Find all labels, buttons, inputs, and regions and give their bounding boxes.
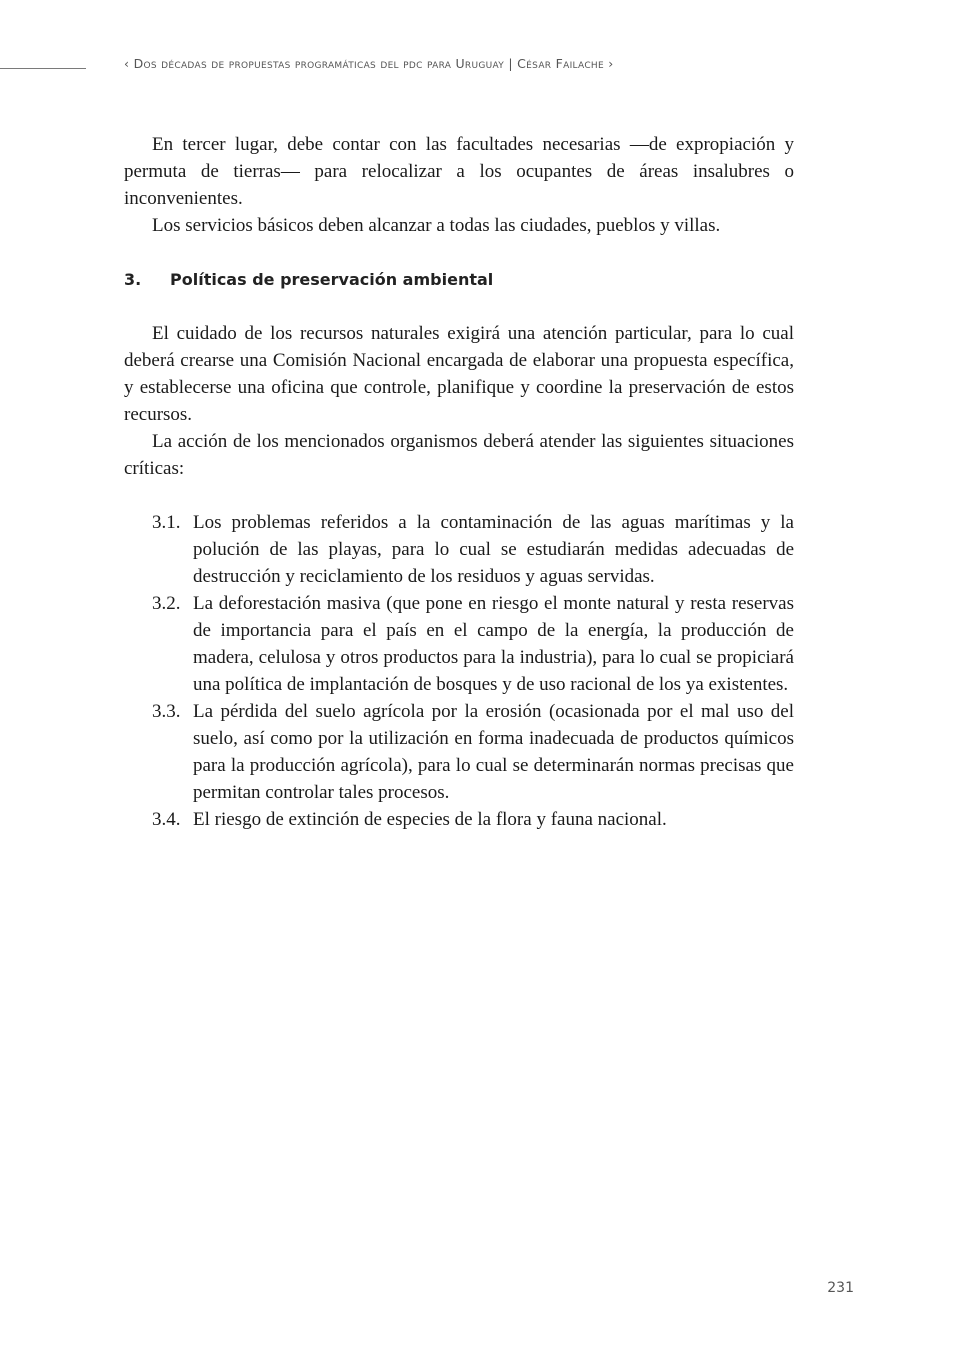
section-title: Políticas de preservación ambiental [170,270,494,289]
section-paragraph-2: La acción de los mencionados organismos deberá atender las siguientes situaciones críticas: [124,431,794,479]
list-item [124,806,794,833]
list-item-text: El riesgo de extinción de especies de la flora y fauna nacional. [193,809,667,830]
header-rule [0,68,86,69]
section-number: 3. [124,270,142,289]
list-item-text: La pérdida del suelo agrícola por la erosión (ocasionada por el mal uso del suelo, así como por la utilización en forma inadecuada de productos químicos para la producción agrícola), para lo cual se determinarán normas precisas que permitan controlar tales procesos. [193,701,794,803]
running-header: ‹ Dos décadas de propuestas programáticas del pdc para Uruguay | César Failache › [124,56,614,71]
spacer [124,239,794,266]
intro-paragraph-2: Los servicios básicos deben alcanzar a todas las ciudades, pueblos y villas. [152,215,721,236]
list-item-number: 3.2. [152,593,181,614]
list-item [124,590,794,698]
page-number: 231 [827,1280,854,1296]
list-item-number: 3.1. [152,512,181,533]
list-item [124,698,794,806]
spacer [124,293,794,320]
intro-paragraph-1: En tercer lugar, debe contar con las facultades necesarias —de expropiación y permuta de tierras— para relocalizar a los ocupantes de áreas insalubres o inconvenientes. [124,134,794,209]
section-paragraph-1: El cuidado de los recursos naturales exigirá una atención particular, para lo cual deberá crearse una Comisión Nacional encargada de elaborar una propuesta específica, y establecerse una oficina que controle, planifique y coordine la preservación de estos recursos. [124,323,794,425]
list-item-number: 3.3. [152,701,181,722]
list-item [124,509,794,590]
list-item-text: La deforestación masiva (que pone en riesgo el monte natural y resta reservas de importancia para el país en el campo de la energía, la producción de madera, celulosa y otros productos para la industria), para lo cual se propiciará una política de implantación de bosques y de uso racional de los ya existentes. [193,593,794,695]
spacer [124,482,794,509]
section-heading [124,266,794,293]
list-item-text: Los problemas referidos a la contaminación de las aguas marítimas y la polución de las playas, para lo cual se estudiarán medidas adecuadas de destrucción y reciclamiento de los residuos y aguas servidas. [193,512,794,587]
page-content [124,131,794,833]
list-item-number: 3.4. [152,809,181,830]
critical-situations-list [124,509,794,833]
